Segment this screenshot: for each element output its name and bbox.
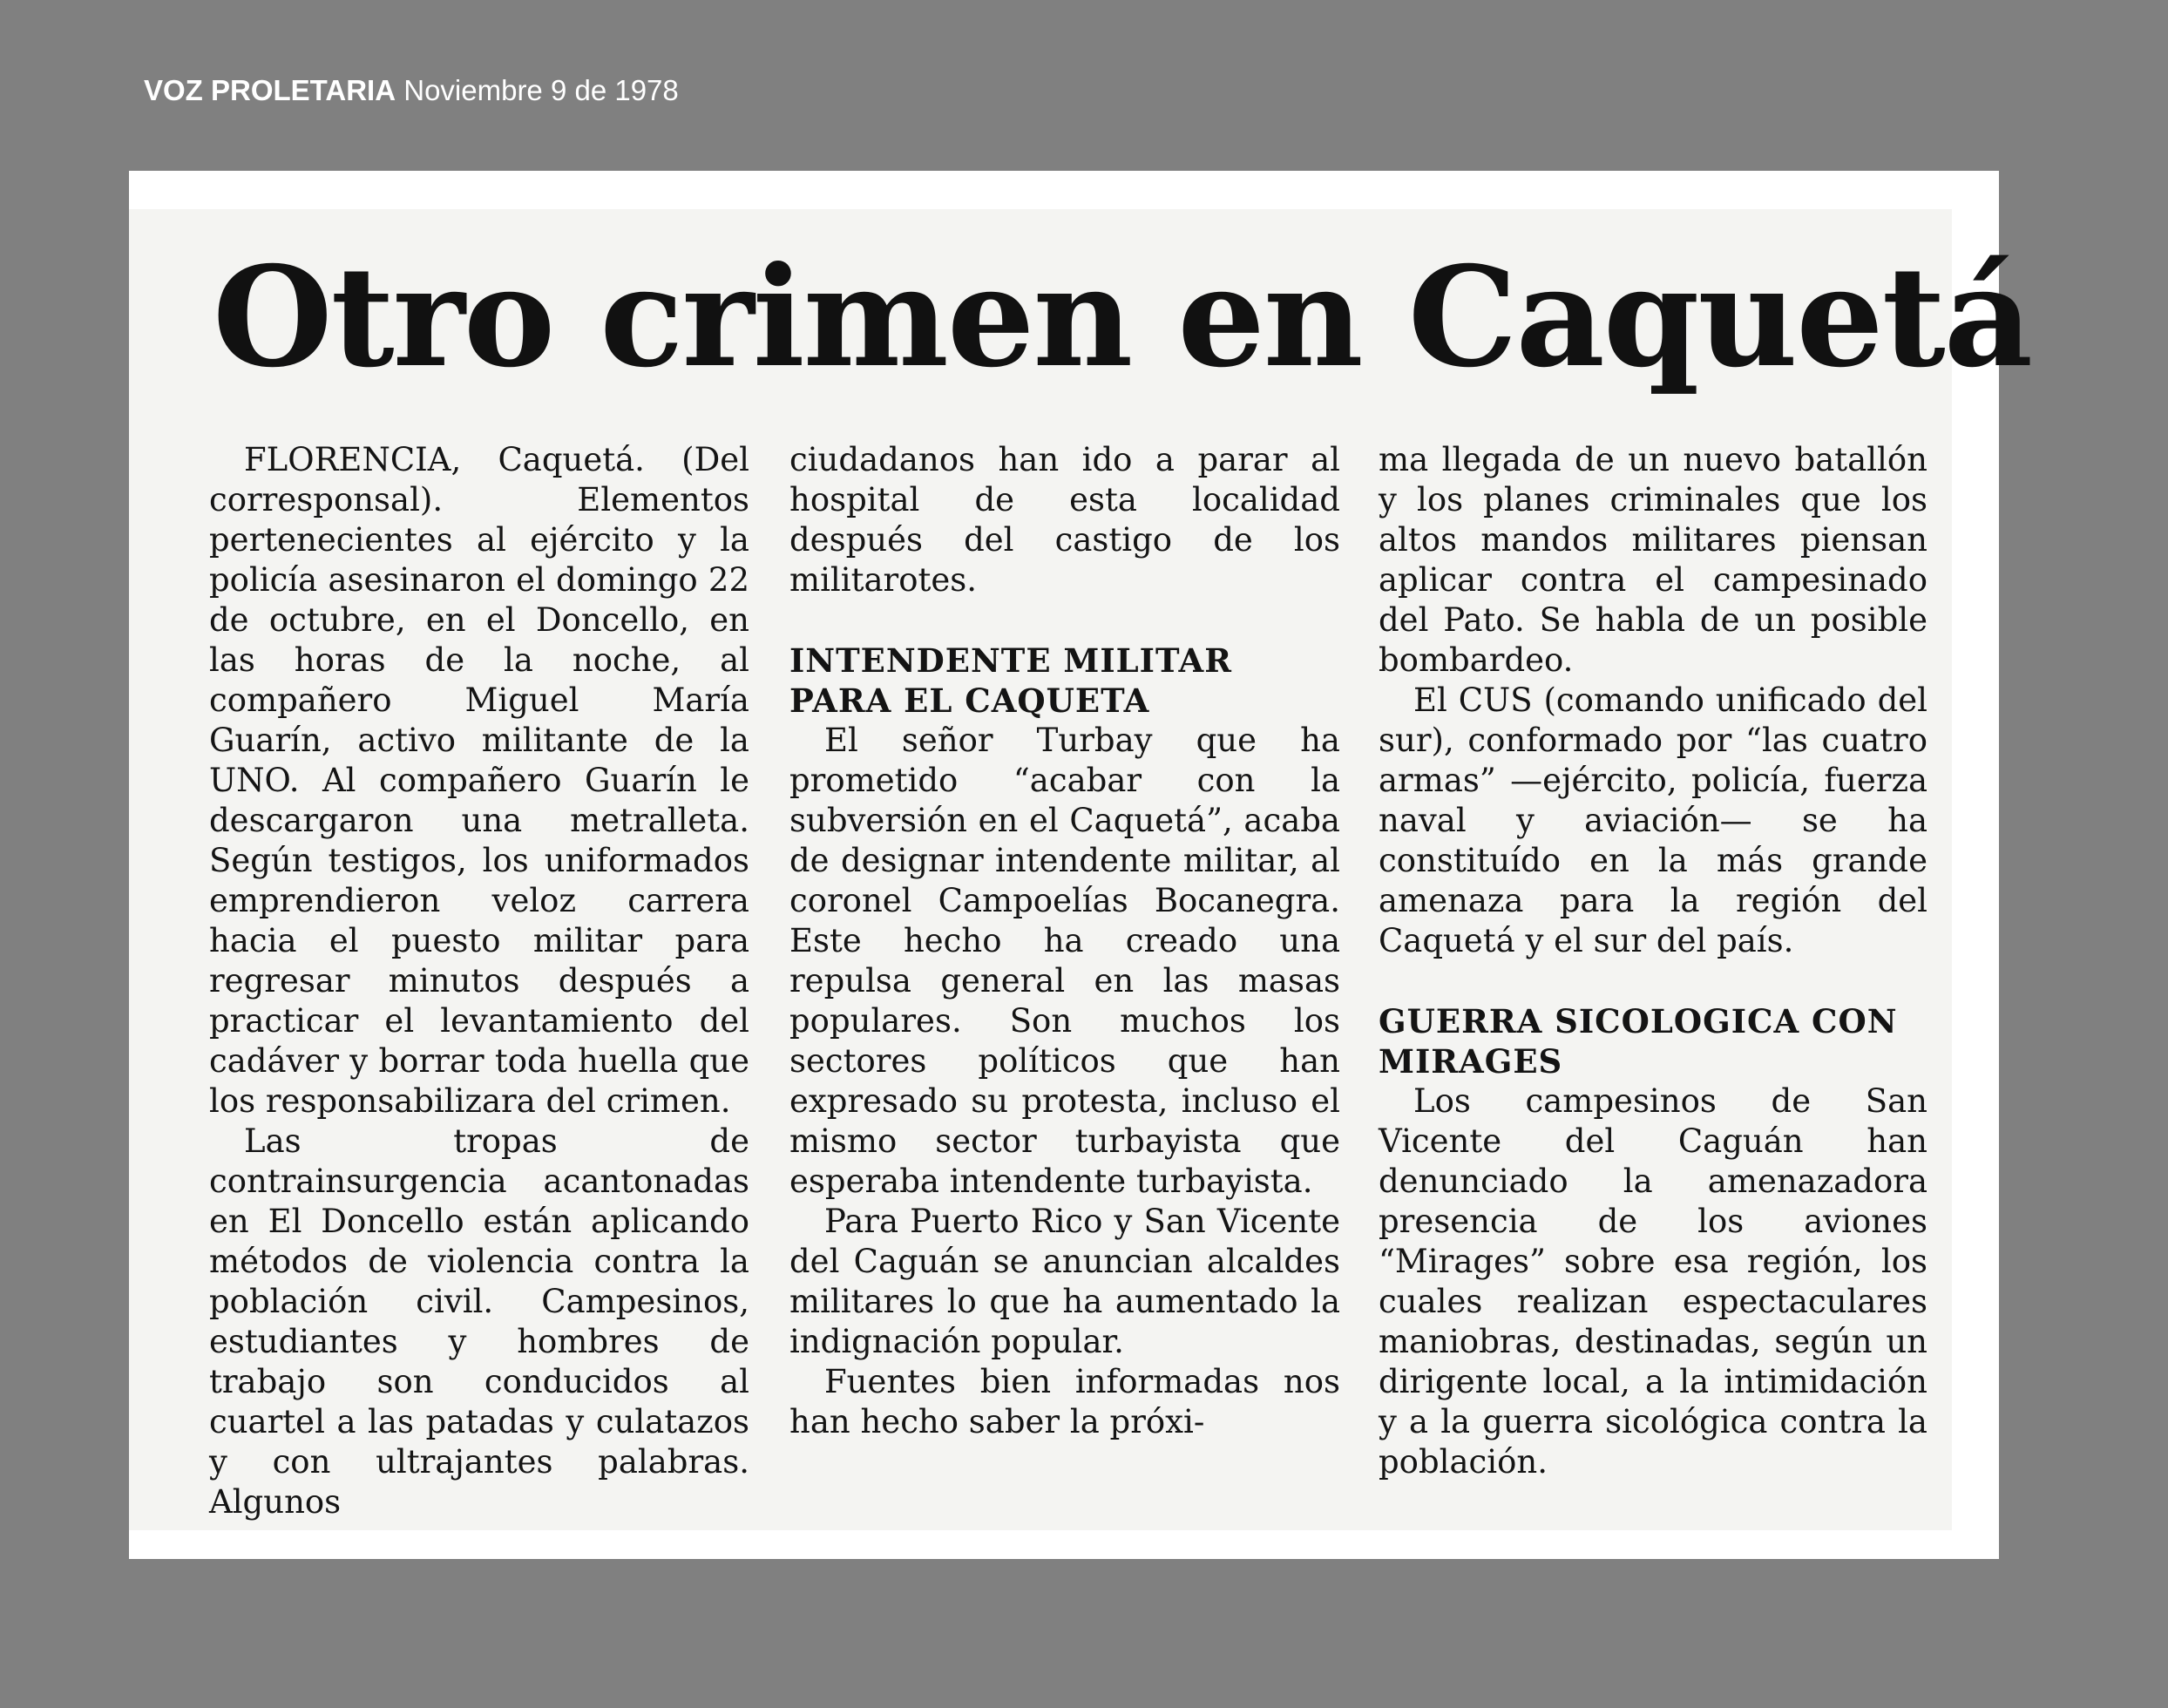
section-heading: INTENDENTE MILITAR PARA EL CAQUETA <box>789 641 1232 720</box>
article-paragraph: Los campesinos de San Vicente del Caguán han denunciado la amenazadora presencia de los aviones “Mirages” sobre esa región, los cuales realizan espectaculares maniobras, destinadas, según un dirigente local, a la intimidación y a la guerra sicológica contra la población. <box>1379 1082 1927 1481</box>
article-paragraph: ma llegada de un nuevo batallón y los planes criminales que los altos mandos militares piensan aplicar contra el campesinado del Pato. Se habla de un posible bombardeo. <box>1379 441 1927 679</box>
article-column-2 <box>789 440 1340 1442</box>
publication-name: VOZ PROLETARIA <box>144 74 396 106</box>
article-column-1 <box>209 440 749 1522</box>
page-caption <box>144 70 679 112</box>
article-column-3 <box>1379 440 1927 1482</box>
publication-date: Noviembre 9 de 1978 <box>403 74 679 106</box>
section-heading: GUERRA SICOLOGICA CON MIRAGES <box>1379 1002 1898 1081</box>
article-paragraph: FLORENCIA, Caquetá. (Del corresponsal). Elementos pertenecientes al ejército y la policía asesinaron el domingo 22 de octubre, en el Doncello, en las horas de la noche, al compañero Miguel María Guarín, activo militante de la UNO. Al compañero Guarín le descargaron una metralleta. Según testigos, los uniformados emprendieron veloz carrera hacia el puesto militar para regresar minutos después a practicar el levantamiento del cadáver y borrar toda huella que los responsabilizara del crimen. <box>209 441 749 1120</box>
article-paragraph: ciudadanos han ido a parar al hospital de esta localidad después del castigo de los militarotes. <box>789 441 1340 599</box>
article-paragraph: Las tropas de contrainsurgencia acantonadas en El Doncello están aplicando métodos de violencia contra la población civil. Campesinos, estudiantes y hombres de trabajo son conducidos al cuartel a las patadas y culatazos y con ultrajantes palabras. Algunos <box>209 1122 749 1521</box>
clipping-frame <box>129 171 2032 1559</box>
article-paragraph: Para Puerto Rico y San Vicente del Caguán se anuncian alcaldes militares lo que ha aumentado la indignación popular. <box>789 1203 1340 1360</box>
article-paragraph: Fuentes bien informadas nos han hecho saber la próxi- <box>789 1363 1340 1440</box>
article-headline: Otro crimen en Caquetá <box>213 237 2032 398</box>
article-paragraph: El señor Turbay que ha prometido “acabar con la subversión en el Caquetá”, acaba de designar intendente militar, al coronel Campoelías Bocanegra. Este hecho ha creado una repulsa general en las masas populares. Son muchos los sectores políticos que han expresado su protesta, incluso el mismo sector turbayista que esperaba intendente turbayista. <box>789 722 1340 1200</box>
article-paragraph: El CUS (comando unificado del sur), conformado por “las cuatro armas” —ejército, policía, fuerza naval y aviación— se ha constituído en la más grande amenaza para la región del Caquetá y el sur del país. <box>1379 681 1927 959</box>
newspaper-clipping <box>129 209 2032 1530</box>
